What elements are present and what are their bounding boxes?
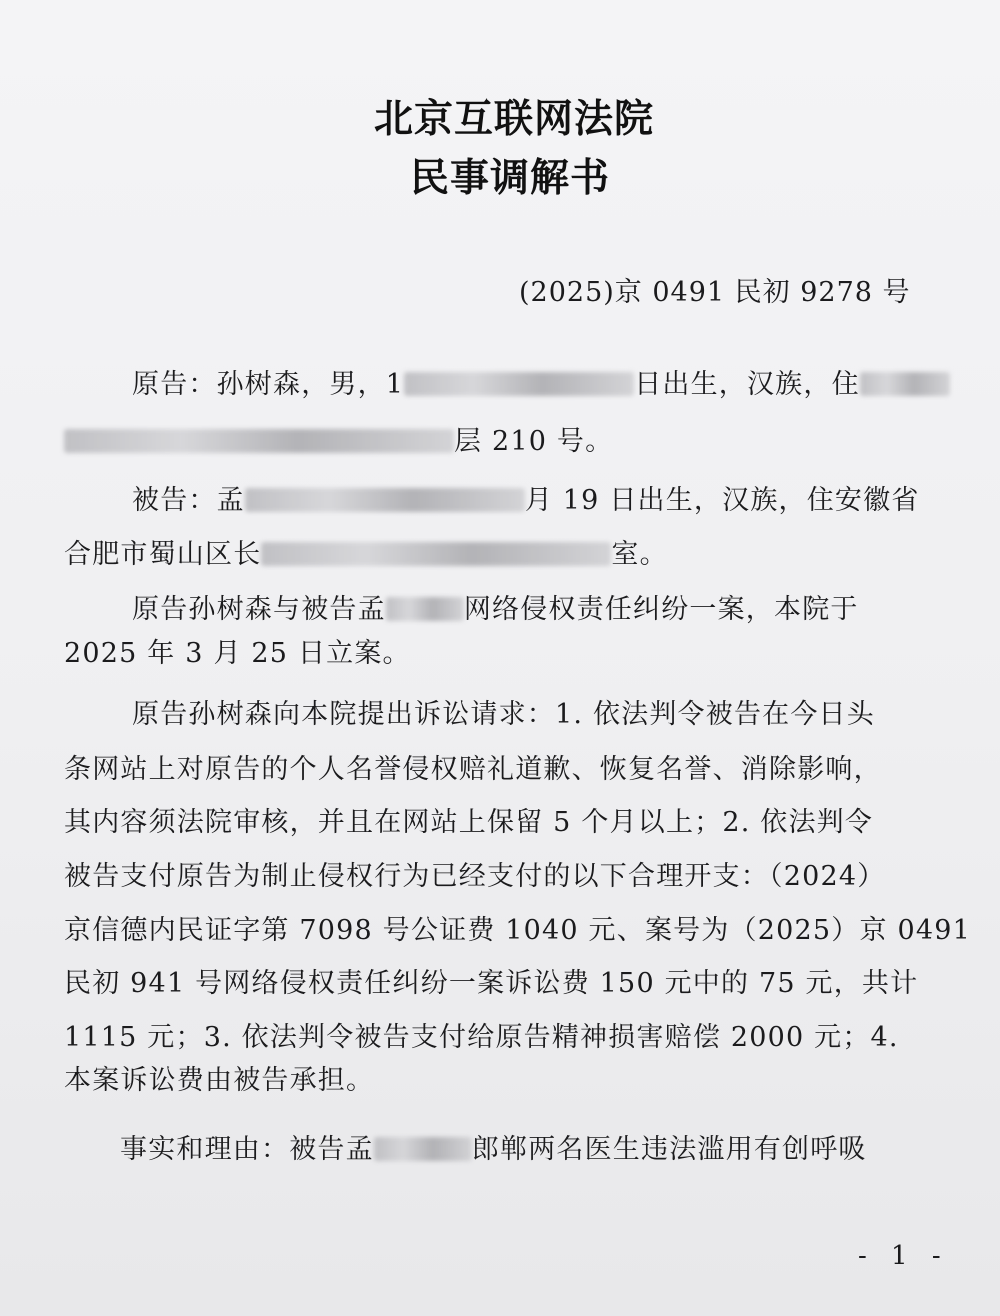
claims-line-1: 原告孙树森向本院提出诉讼请求：1. 依法判令被告在今日头 (132, 699, 875, 730)
plaintiff-birth-text: 日出生，汉族，住 (634, 369, 860, 400)
plaintiff-address-text: 层 210 号。 (454, 426, 614, 457)
filing-text-b: 网络侵权责任纠纷一案，本院于 (463, 594, 859, 625)
claims-line-2: 条网站上对原告的个人名誉侵权赔礼道歉、恢复名誉、消除影响， (64, 754, 882, 785)
claims-line-8: 本案诉讼费由被告承担。 (64, 1065, 375, 1096)
defendant-address-text: 合肥市蜀山区长 (64, 539, 262, 570)
redacted-block (64, 429, 454, 453)
filing-line-1 (132, 593, 944, 627)
court-name-title: 北京互联网法院 (373, 97, 654, 142)
claims-line-5: 京信德内民证字第 7098 号公证费 1040 元、案号为（2025）京 0491 (64, 915, 971, 946)
filing-text-a: 原告孙树森与被告孟 (132, 594, 386, 625)
document-type-title: 民事调解书 (409, 156, 610, 201)
defendant-address-end: 室。 (611, 539, 668, 570)
redacted-block (860, 372, 950, 396)
claims-line-7: 1115 元；3. 依法判令被告支付给原告精神损害赔偿 2000 元；4. (64, 1022, 899, 1053)
redacted-block (386, 597, 464, 621)
claims-line-4: 被告支付原告为制止侵权行为已经支付的以下合理开支：（2024） (64, 861, 886, 892)
facts-line-1 (120, 1133, 944, 1167)
facts-text-a: 事实和理由：被告孟 (120, 1134, 374, 1165)
claims-line-6: 民初 941 号网络侵权责任纠纷一案诉讼费 150 元中的 75 元，共计 (64, 968, 919, 999)
plaintiff-line-1 (132, 368, 944, 402)
redacted-block (261, 542, 611, 566)
case-number: (2025)京 0491 民初 9278 号 (519, 277, 911, 308)
defendant-line-2 (64, 538, 944, 572)
defendant-name-text: 被告：孟 (132, 485, 245, 516)
defendant-birth-text: 月 19 日出生，汉族，住安徽省 (524, 485, 920, 516)
claims-line-3: 其内容须法院审核，并且在网站上保留 5 个月以上；2. 依法判令 (64, 807, 874, 838)
facts-text-b: 郎郸两名医生违法滥用有创呼吸 (471, 1134, 867, 1165)
defendant-line-1 (132, 484, 944, 518)
redacted-block (404, 372, 634, 396)
redacted-block (374, 1137, 472, 1161)
filing-line-2: 2025 年 3 月 25 日立案。 (64, 638, 411, 669)
plaintiff-name-text: 原告：孙树森，男，1 (132, 369, 405, 400)
redacted-block (245, 488, 525, 512)
page-number: - 1 - (858, 1241, 949, 1271)
plaintiff-line-2 (64, 425, 944, 459)
